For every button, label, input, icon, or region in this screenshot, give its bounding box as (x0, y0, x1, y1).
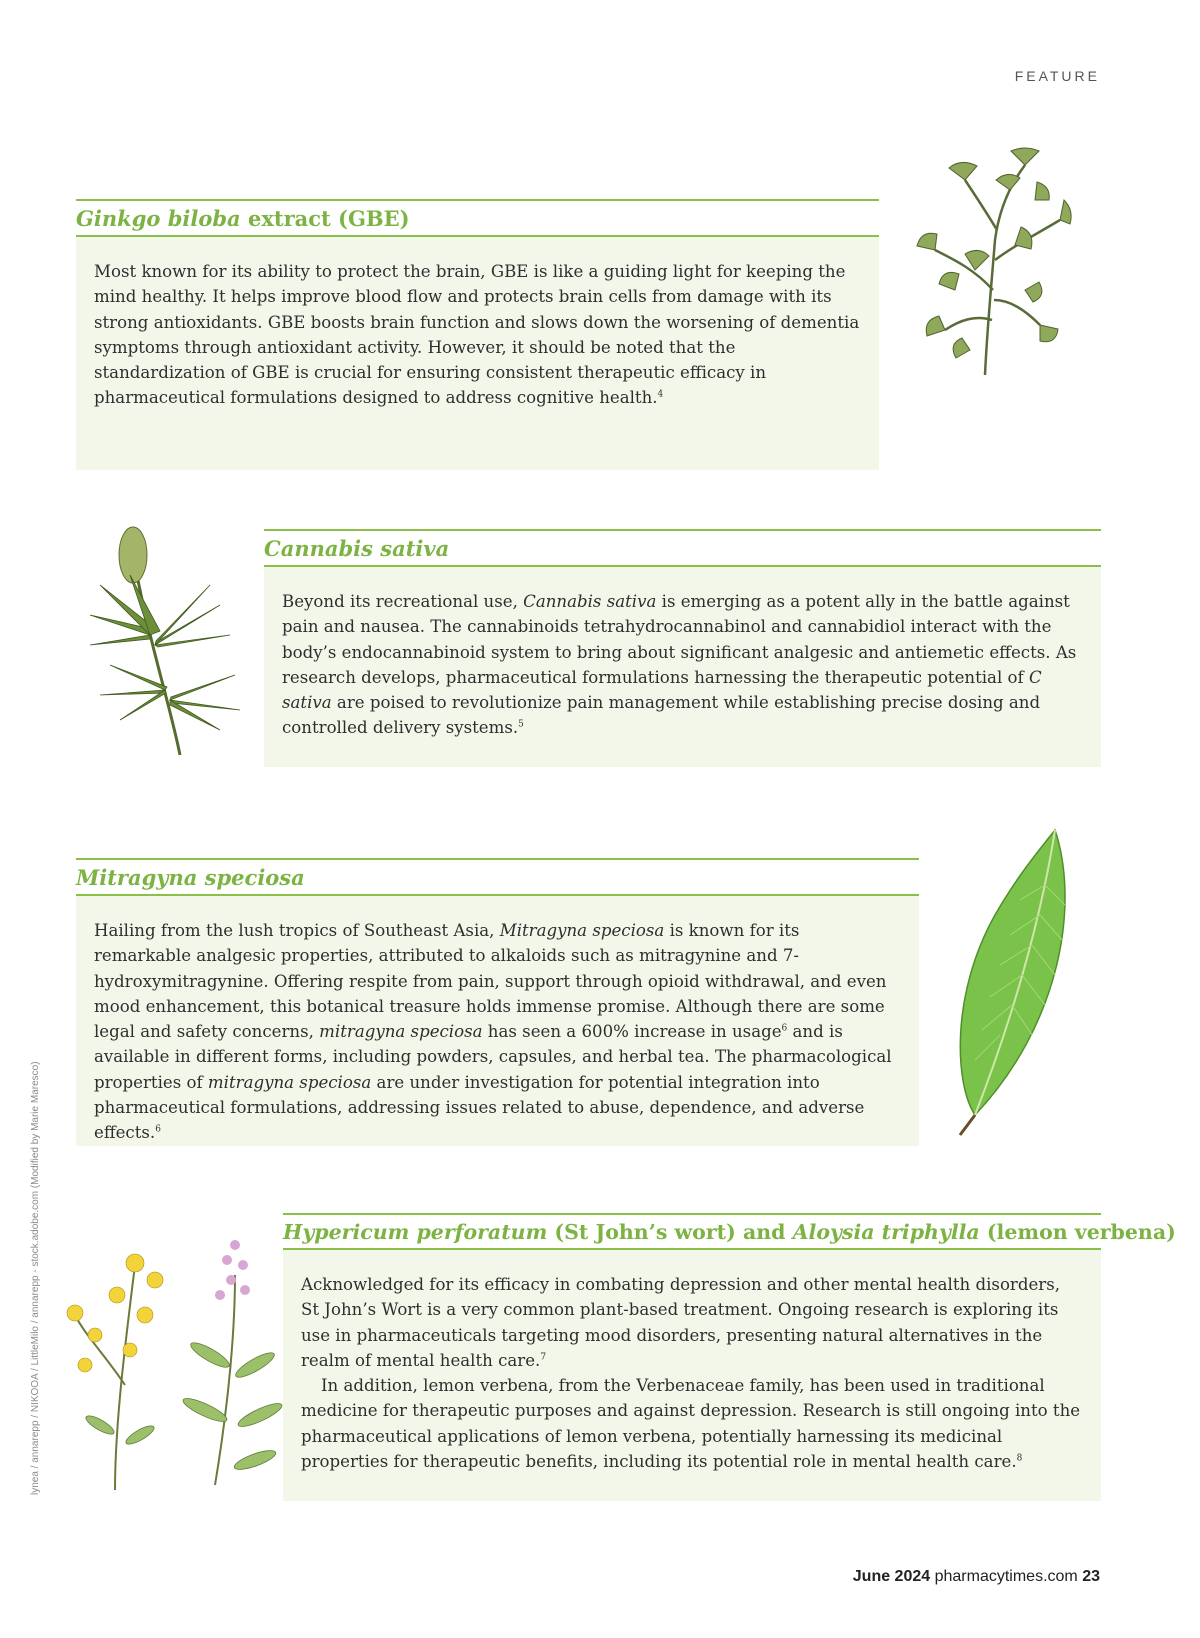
section-title: Cannabis sativa (264, 529, 1101, 567)
section-title: Mitragyna speciosa (76, 858, 919, 896)
cannabis-illustration (70, 525, 255, 765)
photo-credit: lynea / annarepp / NIKOOA / LittleMilo / annarepp - stock.adobe.com (Modified by Marie Maresco) (30, 1061, 41, 1495)
section-ginkgo (76, 199, 879, 470)
page-footer: June 2024 pharmacytimes.com 23 (852, 1568, 1100, 1585)
section-hypericum-aloysia (283, 1213, 1176, 1501)
st-johns-wort-and-lemon-verbena-illustration (55, 1225, 290, 1495)
ginkgo-illustration (915, 150, 1075, 380)
section-mitragyna (76, 858, 919, 1146)
section-cannabis (264, 529, 1101, 767)
section-title: Ginkgo biloba extract (GBE) (76, 199, 879, 237)
section-label: FEATURE (1014, 68, 1100, 84)
section-body: Acknowledged for its efficacy in combating depression and other mental health disorders, St John’s Wort is a very common plant-based treatment. Ongoing research is exploring its use in pharmaceuticals targeting mood disorders, presenting natural alternatives in the realm of mental health care.$^7$ In addition, lemon verbena, from the Verbenaceae family, has been used in traditional medicine for therapeutic purposes and against depression. Research is still ongoing into the pharmaceutical applications of lemon verbena, potentially harnessing its medicinal properties for therapeutic benefits, including its potential role in mental health care.$^8$ (283, 1250, 1101, 1501)
section-body: Beyond its recreational use, Cannabis sativa is emerging as a potent ally in the battle against pain and nausea. The cannabinoids tetrahydrocannabinol and cannabidiol interact with the body’s endocannabinoid system to bring about significant analgesic and antiemetic effects. As research develops, pharmaceutical formulations harnessing the therapeutic potential of C sativa are poised to revolutionize pain management while establishing precise dosing and controlled delivery systems.$^5$ (264, 567, 1101, 767)
section-body: Most known for its ability to protect the brain, GBE is like a guiding light for keeping the mind healthy. It helps improve blood flow and protects brain cells from damage with its strong antioxidants. GBE boosts brain function and slows down the worsening of dementia symptoms through antioxidant activity. However, it should be noted that the standardization of GBE is crucial for ensuring consistent therapeutic efficacy in pharmaceutical formulations designed to address cognitive health.$^4$ (76, 237, 879, 470)
section-title: Hypericum perforatum (St John’s wort) and Aloysia triphylla (lemon verbena) (283, 1213, 1101, 1250)
section-body: Hailing from the lush tropics of Southeast Asia, Mitragyna speciosa is known for its remarkable analgesic properties, attributed to alkaloids such as mitragynine and 7-hydroxymitragynine. Offering respite from pain, support through opioid withdrawal, and even mood enhancement, this botanical treasure holds immense promise. Although there are some legal and safety concerns, mitragyna speciosa has seen a 600% increase in usage$^6$ and is available in different forms, including powders, capsules, and herbal tea. The pharmacological properties of mitragyna speciosa are under investigation for potential integration into pharmaceutical formulations, addressing issues related to abuse, dependence, and adverse effects.$^6$ (76, 896, 919, 1146)
kratom-leaf-illustration (940, 825, 1070, 1140)
